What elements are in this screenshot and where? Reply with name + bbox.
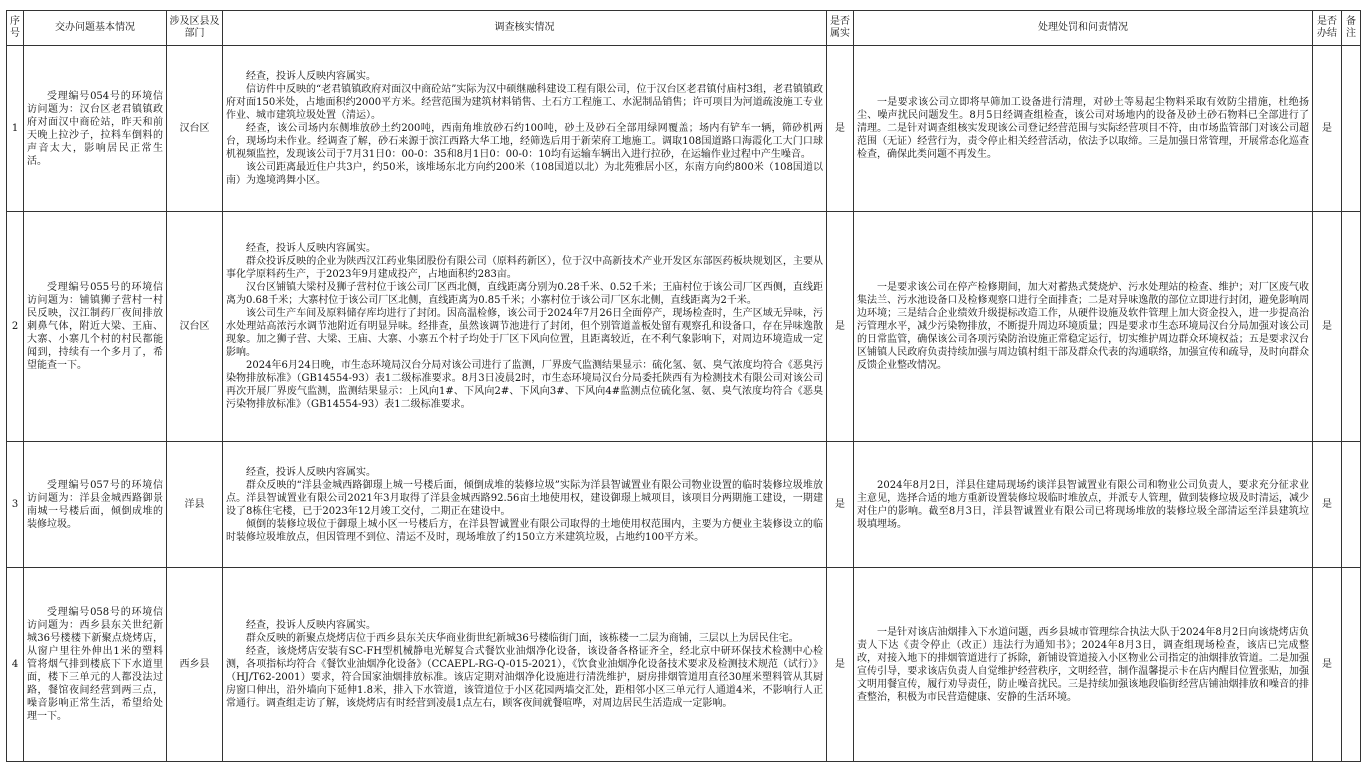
- investigation-paragraph: 该公司生产车间及原料储存库均进行了封闭。因高温检修，该公司于2024年7月26日全面停产，现场检查时，生产区域无异味，污水处理站高浓污水调节池附近有明显异味。经排查，虽然该调节池进行了封闭，但个别管道盖板处留有观察孔和设备口，存在异味逸散现象。加之狮子营、大梁、王庙、大寨、小寨五个村子均处于厂区下风向位置，且距离较近，在不利气象影响下，对周边环境造成一定影响。: [226, 308, 823, 358]
- investigation-paragraph: 经查，投诉人反映内容属实。: [246, 71, 376, 82]
- header-investigation: 调查核实情况: [223, 11, 827, 46]
- investigation-paragraph: 经查，该烧烤店安装有SC-FH型机械静电光解复合式餐饮业油烟净化设备，该设备各格证齐全，经北京中研环保技术检测中心检测，各项指标均符合《餐饮业油烟净化设备》（CCAEPL-RG-Q-015-2021），《饮食业油烟净化设备技术要求及检测技术规范（试行）》（HJ/T62-2001）要求，符合国家油烟排放标准。该店定期对油烟净化设施进行清洗维护，厨房排烟管道用直径30厘米塑料管从其厨房窗口伸出，沿外墙向下延伸1.8米，排入下水管道，该管道位于小区花园两墙交汇处，距相邻小区三单元行人通道4米，不影响行人正常通行。调查组走访了解，该烧烤店有时经营到凌晨1点左右，顾客夜间就餐喧哗，对周边居民生活造成一定影响。: [226, 646, 823, 709]
- investigation-paragraph: 2024年6月24日晚，市生态环境局汉台分局对该公司进行了监测，厂界废气监测结果显示：硫化氢、氨、臭气浓度均符合《恶臭污染物排放标准》（GB14554-93）表1二级标准要求。8月3日凌晨2时，市生态环境局汉台分局委托陕西有为检测技术有限公司对该公司再次开展厂界废气监测，监测结果显示：上风向1#、下风向2#、下风向3#、下风向4#监测点位硫化氢、氨、臭气浓度均符合《恶臭污染物排放标准》（GB14554-93）表1二级标准要求。: [226, 360, 823, 410]
- cell-investigation: [223, 442, 827, 568]
- cell-area: 汉台区: [167, 46, 223, 212]
- petition-table: [6, 10, 1361, 762]
- cell-seq: 1: [7, 46, 24, 212]
- document-page: [6, 10, 1360, 762]
- investigation-paragraph: 经查，投诉人反映内容属实。: [246, 243, 376, 254]
- cell-verified: 是: [827, 212, 854, 442]
- cell-verified: 是: [827, 442, 854, 568]
- investigation-paragraph: 汉台区铺镇大梁村及狮子营村位于该公司厂区西北侧，直线距离分别为0.28千米、0.52千米；王庙村位于该公司厂区西侧，直线距离为0.68千米；大寨村位于该公司厂区北侧，直线距离为0.85千米；小寨村位于该公司厂区东北侧，直线距离为2千米。: [226, 282, 823, 306]
- cell-investigation: [223, 212, 827, 442]
- header-closed: 是否办结: [1313, 11, 1342, 46]
- cell-issue: [24, 442, 167, 568]
- cell-closed: 是: [1313, 212, 1342, 442]
- cell-investigation: [223, 568, 827, 762]
- handling-paragraph: 一是要求该公司立即将早筛加工设备进行清理，对砂土等易起尘物料采取有效防尘措施，杜绝扬尘、噪声扰民问题发生。8月5日经调查组检查，该公司对场地内的设备及砂土砂石物料已全部进行了清理。二是针对调查组核实发现该公司登记经营范围与实际经营项目不符，由市场监管部门对该公司超范围（无证）经营行为，责令停止相关经营活动，依法予以取缔。三是加强日常管理，开展常态化巡查检查，确保此类问题不再发生。: [857, 97, 1309, 160]
- cell-verified: 是: [827, 46, 854, 212]
- cell-closed: 是: [1313, 442, 1342, 568]
- issue-text: 受理编号054号的环境信访问题为：汉台区老君镇镇政府对面汉中商砼站，昨天和前天晚上拉沙子，拉料车倒料的声音太大，影响居民正常生活。: [27, 90, 163, 167]
- table-row: [7, 568, 1361, 762]
- cell-issue: [24, 212, 167, 442]
- investigation-paragraph: 经查，投诉人反映内容属实。: [246, 620, 376, 631]
- cell-handling: [854, 46, 1313, 212]
- cell-area: 汉台区: [167, 212, 223, 442]
- cell-issue: [24, 568, 167, 762]
- cell-closed: 是: [1313, 46, 1342, 212]
- table-row: [7, 442, 1361, 568]
- cell-remark: [1342, 442, 1361, 568]
- cell-seq: 2: [7, 212, 24, 442]
- cell-closed: 是: [1313, 568, 1342, 762]
- investigation-paragraph: 经查，投诉人反映内容属实。: [246, 466, 376, 478]
- issue-text: 受理编号058号的环境信访问题为：西乡县东关世纪新城36号楼楼下新聚点烧烤店，从窗户里往外伸出1米的塑料管将烟气排到楼底下下水道里面，楼下三单元的人都没法过路，餐馆夜间经营到两三点，噪音影响正常生活，希望给处理一下。: [27, 607, 163, 722]
- handling-paragraph: 一是要求该公司在停产检修期间，加大对蓄热式焚烧炉、污水处理站的检查、维护；对厂区废气收集法兰、污水池设备口及检修观察口进行全面排查；二是对异味逸散的部位立即进行封闭，避免影响周边环境；三是结合企业绩效升级提标改造工作，从硬件设施及软件管理上加大资金投入，进一步提高治污管理水平，减少污染物排放，不断提升周边环境质量；四是要求市生态环境局汉台分局加强对该公司的日常监管，确保该公司各项污染防治设施正常稳定运行，切实维护周边群众环境权益；五是要求汉台区铺镇人民政府负责持续加强与周边镇村组干部及群众代表的沟通联络，加强宣传和疏导，及时向群众反馈企业整改情况。: [857, 282, 1309, 371]
- cell-remark: [1342, 46, 1361, 212]
- cell-remark: [1342, 212, 1361, 442]
- investigation-paragraph: 群众反映的“洋县金城西路御璟上城一号楼后面，倾倒成堆的装修垃圾”实际为洋县智诚置业有限公司物业设置的临时装修垃圾堆放点。洋县智诚置业有限公司2021年3月取得了洋县金城西路92.56亩土地使用权，建设御璟上城项目，该项目分两期施工建设，一期建设了8栋住宅楼，已于2023年12月竣工交付，二期正在建设中。: [226, 479, 823, 517]
- header-remark: 备注: [1342, 11, 1361, 46]
- investigation-paragraph: 群众反映的新聚点烧烤店位于西乡县东关庆华商业街世纪新城36号楼临街门面，该栋楼一二层为商铺，三层以上为居民住宅。: [246, 633, 799, 644]
- header-area: 涉及区县及部门: [167, 11, 223, 46]
- investigation-paragraph: 群众投诉反映的企业为陕西汉江药业集团股份有限公司（原料药新区），位于汉中高新技术产业开发区东部医药板块规划区，主要从事化学原料药生产，于2023年9月建成投产，占地面积约283亩。: [226, 256, 823, 280]
- header-seq: 序号: [7, 11, 24, 46]
- table-row: [7, 212, 1361, 442]
- cell-seq: 4: [7, 568, 24, 762]
- investigation-paragraph: 信访件中反映的“老君镇镇政府对面汉中商砼站”实际为汉中硕继融科建设工程有限公司，位于汉台区老君镇付庙村3组，老君镇镇政府对面150米处，占地面积约2000平方米。经营范围为建筑材料销售、土石方工程施工、水泥制品销售；许可项目为河道疏浚施工专业作业、城市建筑垃圾处置（清运）。: [226, 84, 823, 121]
- header-handling: 处理处罚和问责情况: [854, 11, 1313, 46]
- investigation-paragraph: 该公司距离最近住户共3户，约50米，该堆场东北方向约200米（108国道以北）为北苑雅居小区，东南方向约800米（108国道以南）为逸境鸿舞小区。: [226, 162, 823, 186]
- header-verified: 是否属实: [827, 11, 854, 46]
- handling-paragraph: 一是针对该店油烟排入下水道问题，西乡县城市管理综合执法大队于2024年8月2日向该烧烤店负责人下达《责令停止（改正）违法行为通知书》；2024年8月3日，调查组现场检查，该店已完成整改，对接入地下的排烟管道进行了拆除，新铺设管道接入小区物业公司指定的油烟排放管道。二是加强宣传引导，要求该店负责人自觉维护经营秩序，文明经营，制作温馨提示卡在店内醒目位置张贴，加强文明用餐宣传，履行劝导责任，防止噪音扰民。三是持续加强该地段临街经营店铺油烟排放和噪音的排查整治，积极为市民营造健康、安静的生活环境。: [857, 626, 1309, 703]
- cell-handling: [854, 442, 1313, 568]
- cell-handling: [854, 212, 1313, 442]
- cell-seq: 3: [7, 442, 24, 568]
- cell-handling: [854, 568, 1313, 762]
- issue-text: 受理编号057号的环境信访问题为：洋县金城西路御景南城一号楼后面，倾倒成堆的装修垃圾。: [27, 479, 163, 530]
- handling-paragraph: 2024年8月2日，洋县住建局现场约谈洋县智诚置业有限公司和物业公司负责人，要求充分征求业主意见，选择合适的地方重新设置装修垃圾临时堆放点，并派专人管理，做到装修垃圾及时清运，减少对住户的影响。截至8月3日，洋县智诚置业有限公司已将现场堆放的装修垃圾全部清运至洋县建筑垃圾填埋场。: [857, 479, 1309, 530]
- cell-investigation: [223, 46, 827, 212]
- cell-verified: 是: [827, 568, 854, 762]
- table-row: [7, 46, 1361, 212]
- investigation-paragraph: 倾倒的装修垃圾位于御璟上城小区一号楼后方，在洋县智诚置业有限公司取得的土地使用权范围内，主要为方便业主装修设立的临时装修垃圾堆放点，但因管理不到位、清运不及时，现场堆放了约150立方米建筑垃圾，占地约100平方米。: [226, 518, 823, 543]
- header-issue: 交办问题基本情况: [24, 11, 167, 46]
- investigation-paragraph: 经查，该公司场内东侧堆放砂土约200吨，西南角堆放砂石约100吨，砂土及砂石全部用绿网覆盖；场内有铲车一辆，筛砂机两台，现场均未作业。经调查了解，砂石来源于滨江西路大华工地，经筛选后用于新荣府工地施工。调取108国道路口海霞化工大门口球机视频监控，发现该公司于7月31日0：00-0：35和8月1日0：00-0：10均有运输车辆出入进行拉砂，在运输作业过程中产生噪音。: [226, 123, 823, 160]
- cell-area: 西乡县: [167, 568, 223, 762]
- table-header-row: [7, 11, 1361, 46]
- cell-issue: [24, 46, 167, 212]
- issue-text: 受理编号055号的环境信访问题为：铺镇狮子营村一村民反映，汉江制药厂夜间排放刺鼻气体，附近大梁、王庙、大寨、小寨几个村的村民都能闻到，持续有一个多月了，希望能查一下。: [27, 282, 163, 371]
- cell-remark: [1342, 568, 1361, 762]
- cell-area: 洋县: [167, 442, 223, 568]
